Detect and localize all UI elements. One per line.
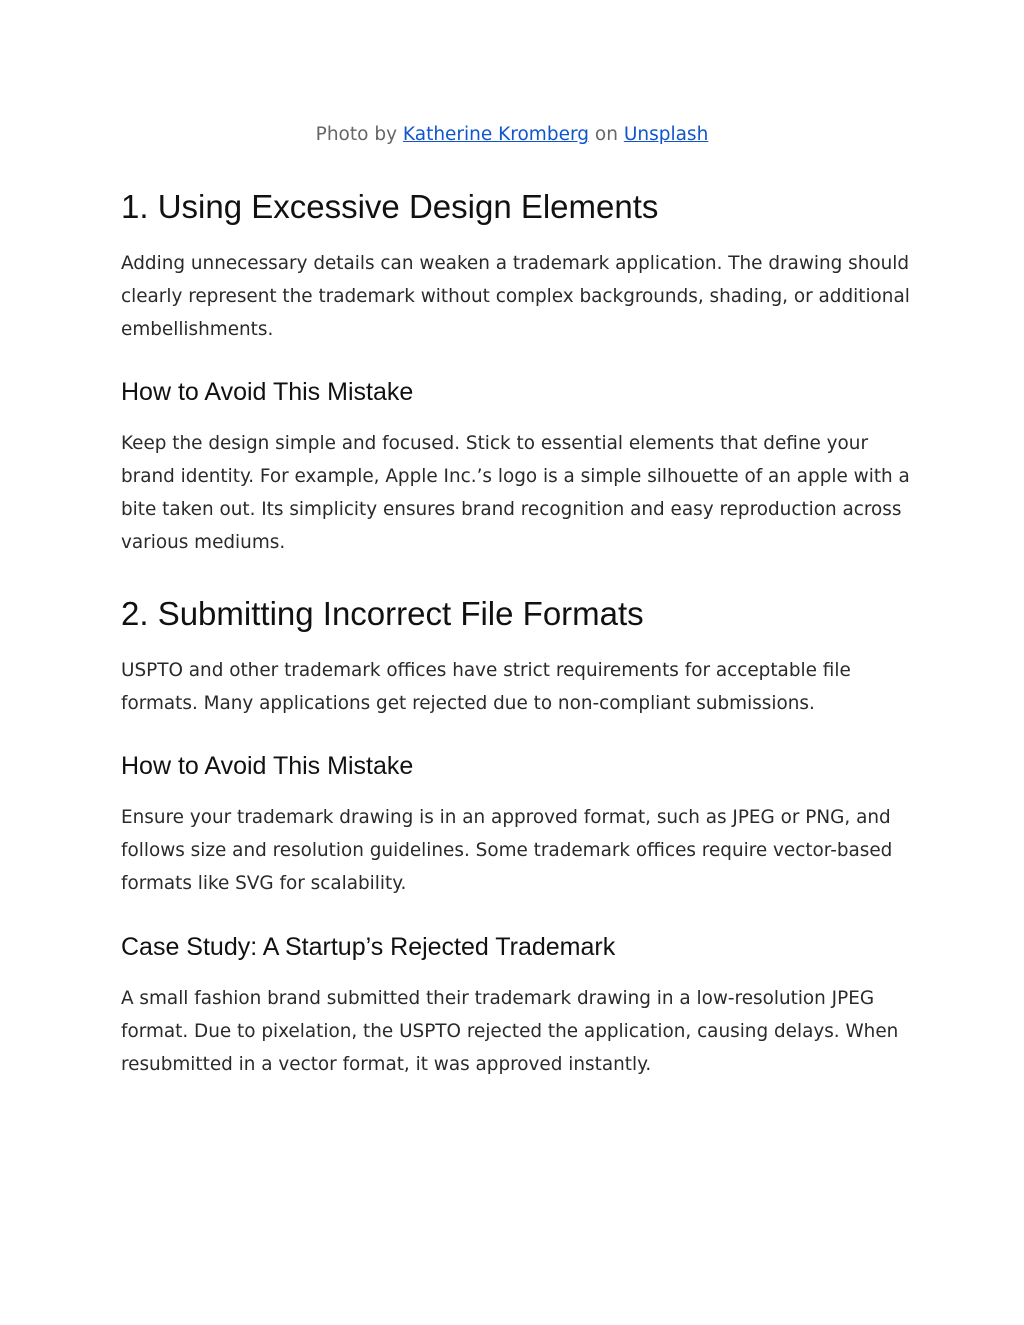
photo-credit bbox=[0, 122, 1024, 148]
section-2-sub-body: Ensure your trademark drawing is in an approved format, such as JPEG or PNG, and follows size and resolution guidelines. Some trademark offices require vector-based formats like SVG for scalability. bbox=[121, 807, 893, 894]
unsplash-link[interactable]: Unsplash bbox=[623, 124, 709, 145]
section-2-heading: 2. Submitting Incorrect File Formats bbox=[121, 595, 644, 632]
section-2-body: USPTO and other trademark offices have strict requirements for acceptable file formats. Many applications get rejected due to non-compliant submissions. bbox=[121, 660, 851, 714]
credit-prefix: Photo by bbox=[315, 124, 398, 145]
section-1-body: Adding unnecessary details can weaken a trademark application. The drawing should clearly represent the trademark without complex backgrounds, shading, or additional embellishments. bbox=[121, 253, 910, 340]
case-study-body: A small fashion brand submitted their trademark drawing in a low-resolution JPEG format. Due to pixelation, the USPTO rejected the application, causing delays. When resubmitted in a vector format, it was approved instantly. bbox=[121, 988, 899, 1075]
section-1-subheading: How to Avoid This Mistake bbox=[121, 378, 414, 406]
case-study-heading: Case Study: A Startup’s Rejected Trademark bbox=[121, 933, 616, 961]
section-1-sub-body: Keep the design simple and focused. Stick to essential elements that define your brand identity. For example, Apple Inc.’s logo is a simple silhouette of an apple with a bite taken out. Its simplicity ensures brand recognition and easy reproduction across various mediums. bbox=[121, 433, 910, 553]
author-link[interactable]: Katherine Kromberg bbox=[402, 124, 589, 145]
section-2-subheading: How to Avoid This Mistake bbox=[121, 752, 414, 780]
credit-middle: on bbox=[594, 124, 618, 145]
section-1-heading: 1. Using Excessive Design Elements bbox=[121, 188, 659, 225]
